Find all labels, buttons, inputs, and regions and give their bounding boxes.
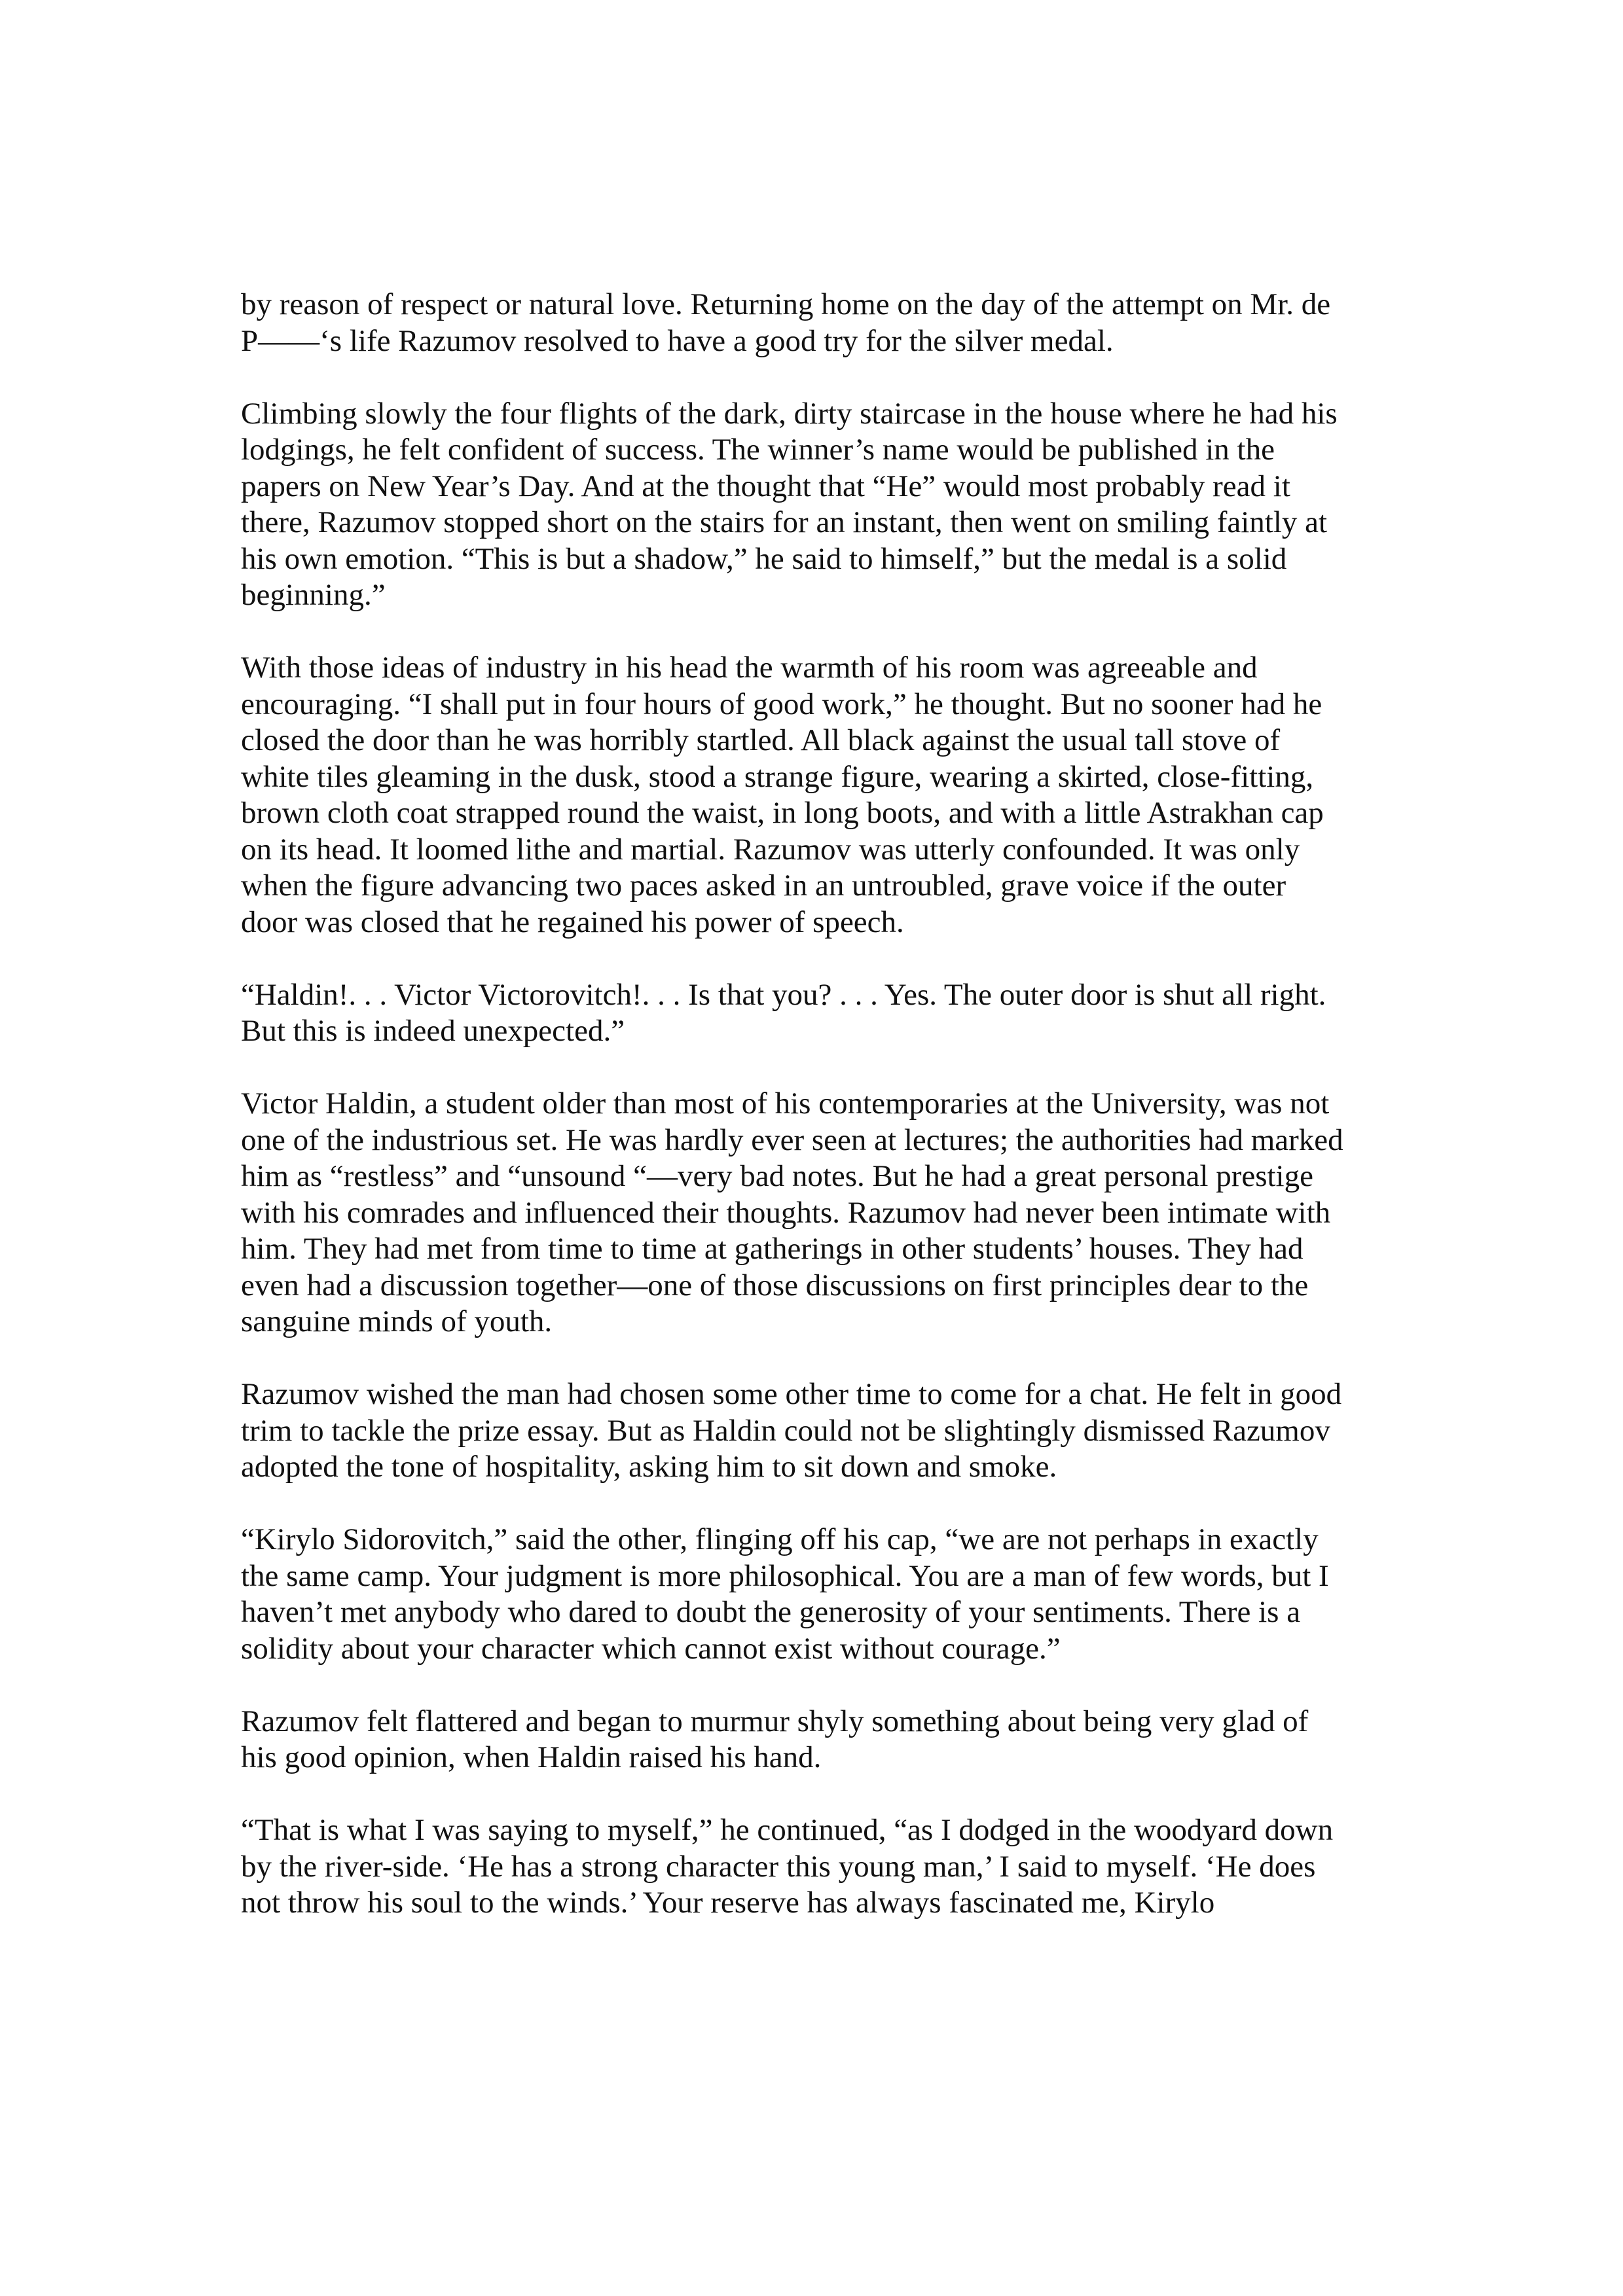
text-line: “Haldin!. . . Victor Victorovitch!. . . Is that you? . . . Yes. The outer door is shut all right. bbox=[241, 977, 1326, 1012]
text-line: by the river-side. ‘He has a strong character this young man,’ I said to myself. ‘He does bbox=[241, 1849, 1316, 1884]
paragraph bbox=[241, 977, 1413, 1050]
text-line: But this is indeed unexpected.” bbox=[241, 1014, 625, 1048]
text-line: “Kirylo Sidorovitch,” said the other, flinging off his cap, “we are not perhaps in exactly bbox=[241, 1522, 1319, 1556]
text-line: him as “restless” and “unsound “—very bad notes. But he had a great personal prestige bbox=[241, 1159, 1313, 1193]
text-line: “That is what I was saying to myself,” he continued, “as I dodged in the woodyard down bbox=[241, 1813, 1334, 1847]
text-line: the same camp. Your judgment is more philosophical. You are a man of few words, but I bbox=[241, 1558, 1329, 1593]
paragraph bbox=[241, 1522, 1413, 1667]
text-line: his good opinion, when Haldin raised his hand. bbox=[241, 1740, 822, 1774]
text-line: one of the industrious set. He was hardly ever seen at lectures; the authorities had marked bbox=[241, 1122, 1343, 1157]
text-line: trim to tackle the prize essay. But as Haldin could not be slightingly dismissed Razumov bbox=[241, 1413, 1330, 1448]
text-line: sanguine minds of youth. bbox=[241, 1304, 553, 1338]
text-line: him. They had met from time to time at gatherings in other students’ houses. They had bbox=[241, 1232, 1304, 1266]
text-line: lodgings, he felt confident of success. The winner’s name would be published in the bbox=[241, 433, 1275, 467]
body-text bbox=[241, 287, 1413, 1958]
text-line: Razumov felt flattered and began to murmur shyly something about being very glad of bbox=[241, 1704, 1309, 1738]
text-line: adopted the tone of hospitality, asking him to sit down and smoke. bbox=[241, 1450, 1057, 1484]
text-line: brown cloth coat strapped round the waist, in long boots, and with a little Astrakhan cap bbox=[241, 796, 1324, 830]
text-line: P——‘s life Razumov resolved to have a good try for the silver medal. bbox=[241, 323, 1114, 358]
text-line: encouraging. “I shall put in four hours of good work,” he thought. But no sooner had he bbox=[241, 687, 1322, 721]
paragraph bbox=[241, 1812, 1413, 1922]
text-line: his own emotion. “This is but a shadow,” he said to himself,” but the medal is a solid bbox=[241, 541, 1287, 576]
text-line: solidity about your character which cannot exist without courage.” bbox=[241, 1631, 1061, 1666]
text-line: on its head. It loomed lithe and martial. Razumov was utterly confounded. It was only bbox=[241, 832, 1300, 867]
text-line: white tiles gleaming in the dusk, stood a strange figure, wearing a skirted, close-fitting, bbox=[241, 759, 1314, 794]
text-line: Climbing slowly the four flights of the dark, dirty staircase in the house where he had his bbox=[241, 396, 1338, 431]
text-line: With those ideas of industry in his head the warmth of his room was agreeable and bbox=[241, 651, 1258, 685]
paragraph bbox=[241, 396, 1413, 614]
text-line: Victor Haldin, a student older than most of his contemporaries at the University, was not bbox=[241, 1086, 1330, 1121]
text-line: beginning.” bbox=[241, 578, 386, 612]
text-line: closed the door than he was horribly startled. All black against the usual tall stove of bbox=[241, 723, 1281, 757]
paragraph bbox=[241, 287, 1413, 359]
paragraph bbox=[241, 1086, 1413, 1340]
text-line: there, Razumov stopped short on the stairs for an instant, then went on smiling faintly at bbox=[241, 505, 1328, 539]
text-line: Razumov wished the man had chosen some other time to come for a chat. He felt in good bbox=[241, 1377, 1342, 1411]
text-line: when the figure advancing two paces asked in an untroubled, grave voice if the outer bbox=[241, 869, 1286, 903]
paragraph bbox=[241, 1704, 1413, 1776]
text-line: with his comrades and influenced their thoughts. Razumov had never been intimate with bbox=[241, 1195, 1331, 1230]
text-line: not throw his soul to the winds.’ Your reserve has always fascinated me, Kirylo bbox=[241, 1886, 1215, 1920]
text-line: haven’t met anybody who dared to doubt the generosity of your sentiments. There is a bbox=[241, 1595, 1301, 1629]
text-line: door was closed that he regained his power of speech. bbox=[241, 905, 904, 939]
paragraph bbox=[241, 650, 1413, 941]
text-line: papers on New Year’s Day. And at the thought that “He” would most probably read it bbox=[241, 469, 1290, 503]
text-line: by reason of respect or natural love. Returning home on the day of the attempt on Mr. de bbox=[241, 287, 1331, 321]
text-line: even had a discussion together—one of those discussions on first principles dear to the bbox=[241, 1268, 1309, 1302]
paragraph bbox=[241, 1376, 1413, 1486]
